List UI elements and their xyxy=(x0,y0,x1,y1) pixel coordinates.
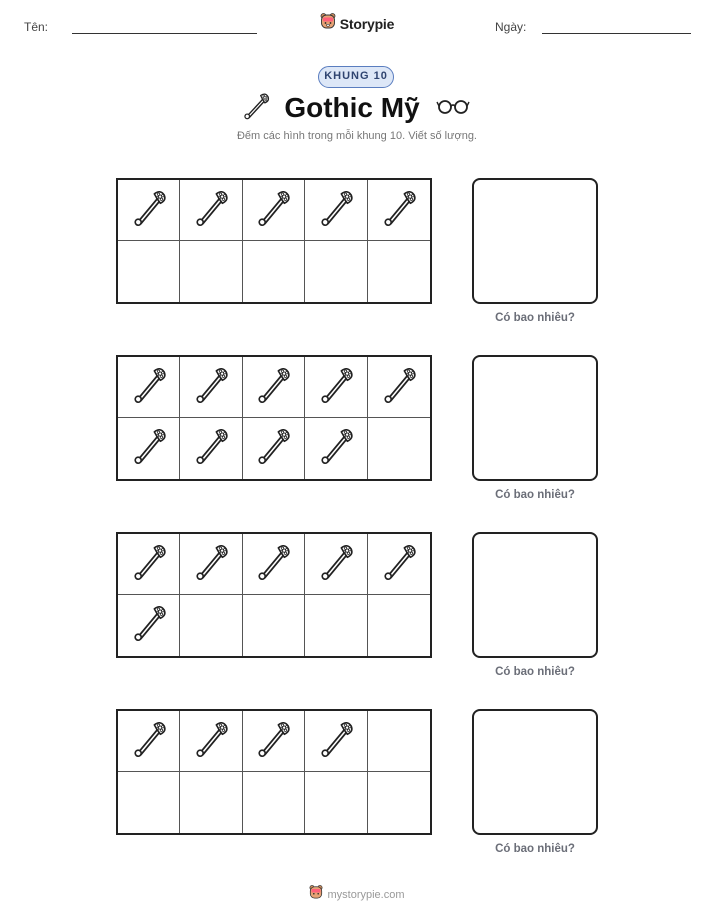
safety-pin-icon xyxy=(384,187,414,234)
ten-frame-cell xyxy=(180,357,242,418)
safety-pin-icon xyxy=(384,541,414,588)
answer-label-1: Có bao nhiêu? xyxy=(495,312,575,324)
safety-pin-icon xyxy=(321,187,351,234)
answer-label-3: Có bao nhiêu? xyxy=(495,666,575,678)
ten-frame-cell xyxy=(243,534,305,595)
answer-box-2[interactable] xyxy=(472,355,598,481)
date-field[interactable] xyxy=(542,33,691,34)
safety-pin-icon xyxy=(196,187,226,234)
safety-pin-icon xyxy=(134,364,164,411)
safety-pin-icon xyxy=(134,425,164,472)
safety-pin-icon xyxy=(258,425,288,472)
footer-url[interactable]: mystorypie.com xyxy=(327,888,405,901)
ten-frame-cell xyxy=(180,595,242,656)
ten-frame-cell xyxy=(305,595,367,656)
ten-frame-cell xyxy=(368,241,430,302)
ten-frame-4 xyxy=(116,709,432,835)
ten-frame-cell xyxy=(368,772,430,833)
ten-frame-cell xyxy=(118,534,180,595)
ten-frame-cell xyxy=(118,772,180,833)
safety-pin-icon xyxy=(321,541,351,588)
worksheet-type-badge: KHUNG 10 xyxy=(318,66,394,88)
ten-frame-cell xyxy=(118,418,180,479)
page-title: Gothic Mỹ xyxy=(284,92,420,123)
safety-pin-icon xyxy=(196,541,226,588)
brand-logo xyxy=(0,12,714,35)
ten-frame-cell xyxy=(368,357,430,418)
safety-pin-icon xyxy=(258,187,288,234)
safety-pin-icon xyxy=(134,718,164,765)
brand-name: Storypie xyxy=(339,15,395,32)
ten-frame-cell xyxy=(305,418,367,479)
safety-pin-icon xyxy=(196,718,226,765)
safety-pin-icon xyxy=(321,364,351,411)
ten-frame-cell xyxy=(305,534,367,595)
round-glasses-icon xyxy=(436,97,470,120)
safety-pin-icon xyxy=(258,541,288,588)
ten-frame-cell xyxy=(368,711,430,772)
ten-frame-cell xyxy=(180,772,242,833)
ten-frame-cell xyxy=(305,772,367,833)
ten-frame-cell xyxy=(243,357,305,418)
ten-frame-1 xyxy=(116,178,432,304)
ten-frame-cell xyxy=(243,772,305,833)
ten-frame-cell xyxy=(368,534,430,595)
safety-pin-icon xyxy=(258,364,288,411)
ten-frame-cell xyxy=(243,241,305,302)
ten-frame-cell xyxy=(118,180,180,241)
safety-pin-icon xyxy=(321,718,351,765)
safety-pin-icon xyxy=(244,90,268,127)
safety-pin-icon xyxy=(258,718,288,765)
ten-frame-cell xyxy=(305,711,367,772)
safety-pin-icon xyxy=(134,602,164,649)
ten-frame-cell xyxy=(118,711,180,772)
safety-pin-icon xyxy=(196,364,226,411)
safety-pin-icon xyxy=(134,187,164,234)
safety-pin-icon xyxy=(321,425,351,472)
ten-frame-cell xyxy=(305,241,367,302)
bear-mascot-icon xyxy=(309,884,323,905)
ten-frame-cell xyxy=(243,711,305,772)
ten-frame-cell xyxy=(243,180,305,241)
answer-box-1[interactable] xyxy=(472,178,598,304)
name-label: Tên: xyxy=(24,20,49,34)
answer-box-3[interactable] xyxy=(472,532,598,658)
bear-mascot-icon xyxy=(320,12,336,35)
answer-label-2: Có bao nhiêu? xyxy=(495,489,575,501)
ten-frame-cell xyxy=(180,534,242,595)
footer xyxy=(0,884,714,905)
safety-pin-icon xyxy=(196,425,226,472)
safety-pin-icon xyxy=(134,541,164,588)
ten-frame-cell xyxy=(118,241,180,302)
answer-box-4[interactable] xyxy=(472,709,598,835)
ten-frame-cell xyxy=(243,418,305,479)
ten-frame-cell xyxy=(368,595,430,656)
ten-frame-cell xyxy=(118,595,180,656)
safety-pin-icon xyxy=(384,364,414,411)
ten-frame-3 xyxy=(116,532,432,658)
ten-frame-cell xyxy=(368,180,430,241)
ten-frame-cell xyxy=(118,357,180,418)
title-row xyxy=(0,88,714,128)
date-label: Ngày: xyxy=(495,20,527,34)
ten-frame-2 xyxy=(116,355,432,481)
ten-frame-cell xyxy=(305,180,367,241)
ten-frame-cell xyxy=(180,711,242,772)
ten-frame-cell xyxy=(243,595,305,656)
ten-frame-cell xyxy=(305,357,367,418)
answer-label-4: Có bao nhiêu? xyxy=(495,843,575,855)
ten-frame-cell xyxy=(180,418,242,479)
instructions: Đếm các hình trong mỗi khung 10. Viết số lượng. xyxy=(236,130,477,142)
ten-frame-cell xyxy=(368,418,430,479)
ten-frame-cell xyxy=(180,241,242,302)
ten-frame-cell xyxy=(180,180,242,241)
